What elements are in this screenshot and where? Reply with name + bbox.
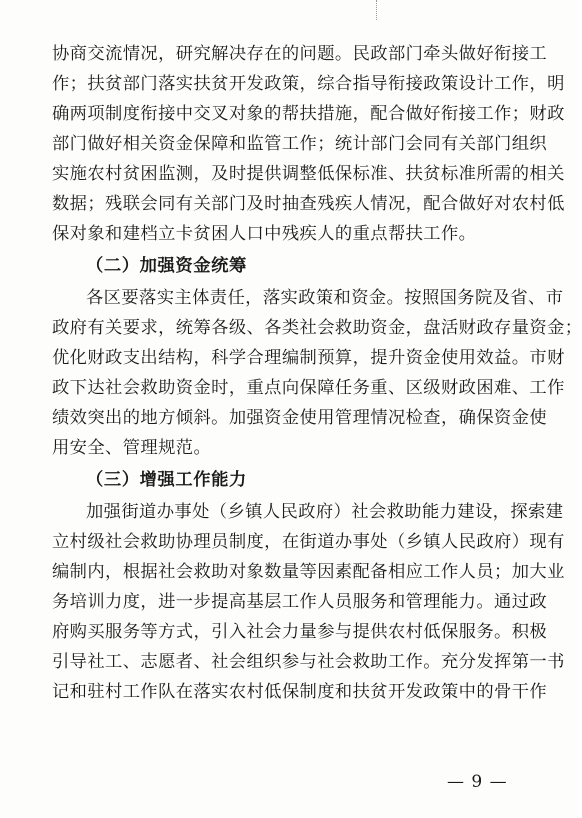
text-line: 用安全、管理规范。 [52, 438, 212, 458]
text-line: 各区要落实主体责任，落实政策和资金。按照国务院及省、市 [86, 288, 564, 308]
section-heading-3: （三）增强工作能力 [86, 470, 247, 490]
section-heading-2: （二）加强资金统筹 [86, 256, 247, 276]
text-line: 实施农村贫困监测，及时提供调整低保标准、扶贫标准所需的相关 [52, 164, 565, 184]
text-line: 保对象和建档立卡贫困人口中残疾人的重点帮扶工作。 [52, 224, 477, 244]
text-line: 部门做好相关资金保障和监管工作；统计部门会同有关部门组织 [52, 134, 548, 154]
text-line: 编制内，根据社会救助对象数量等因素配备相应工作人员；加大业 [52, 562, 565, 582]
text-line: 政下达社会救助资金时，重点向保障任务重、区级财政困难、工作 [52, 378, 565, 398]
text-line: 加强街道办事处（乡镇人民政府）社会救助能力建设，探索建 [86, 502, 564, 522]
text-line: 作；扶贫部门落实扶贫开发政策，综合指导衔接政策设计工作，明 [52, 74, 565, 94]
text-line: 优化财政支出结构，科学合理编制预算，提升资金使用效益。市财 [52, 348, 565, 368]
text-line: 绩效突出的地方倾斜。加强资金使用管理情况检查，确保资金使 [52, 408, 548, 428]
paragraph-2 [52, 283, 582, 463]
text-line: 府购买服务等方式，引入社会力量参与提供农村低保服务。积极 [52, 622, 548, 642]
page-number: — 9 — [447, 772, 508, 792]
paragraph-1 [52, 39, 565, 249]
text-line: 记和驻村工作队在落实农村低保制度和扶贫开发政策中的骨干作 [52, 682, 548, 702]
text-line: 务培训力度，进一步提高基层工作人员服务和管理能力。通过政 [52, 592, 548, 612]
text-line: 立村级社会救助协理员制度，在街道办事处（乡镇人民政府）现有 [52, 532, 565, 552]
text-line: 协商交流情况，研究解决存在的问题。民政部门牵头做好衔接工 [52, 44, 548, 64]
text-line: 政府有关要求，统筹各级、各类社会救助资金，盘活财政存量资金； [52, 318, 582, 338]
text-line: 确两项制度衔接中交叉对象的帮扶措施，配合做好衔接工作；财政 [52, 104, 565, 124]
paragraph-3 [52, 497, 565, 707]
text-line: 引导社工、志愿者、社会组织参与社会救助工作。充分发挥第一书 [52, 652, 565, 672]
fold-mark [376, 0, 377, 20]
document-body [52, 39, 582, 707]
text-line: 数据；残联会同有关部门及时抽查残疾人情况，配合做好对农村低 [52, 194, 565, 214]
